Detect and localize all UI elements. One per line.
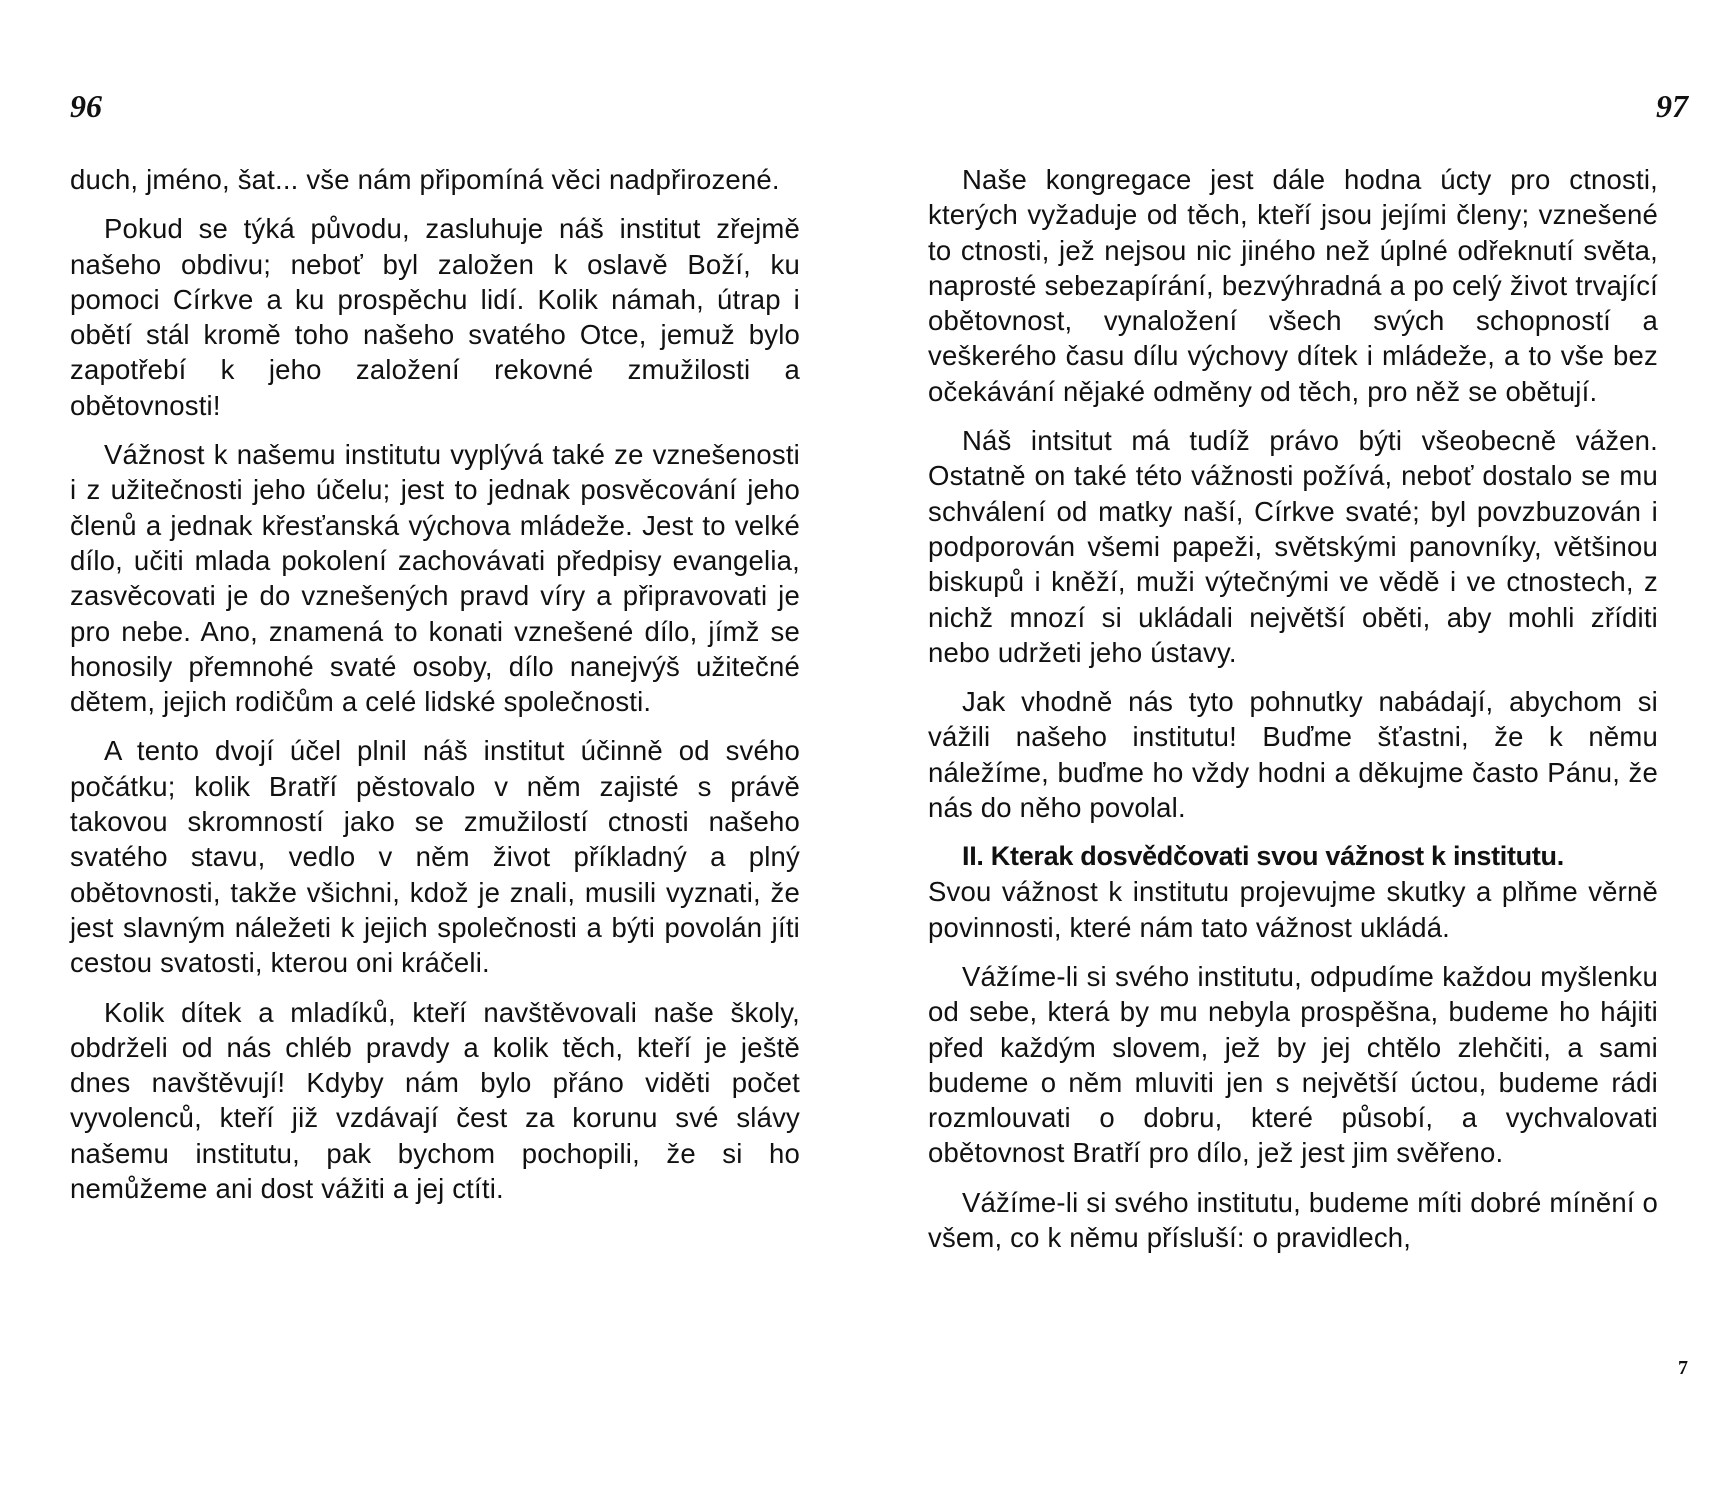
paragraph-8: Jak vhodně nás tyto pohnutky nabádají, abychom si vážili našeho institutu! Buďme šťastni, že k němu náležíme, buďme ho vždy hodni a děkujme často Pánu, že nás do něho povolal. [928, 686, 1658, 824]
left-page [70, 0, 830, 1500]
paragraph-7: Náš intsitut má tudíž právo býti všeobecně vážen. Ostatně on také této vážnosti požívá, neboť dostalo se mu schválení od matky naší, Církve svaté; byl povzbuzován i podporován všemi papeži, světskými panovníky, většinou biskupů i kněží, muži výtečnými ve vědě i ve ctnostech, z nichž mnozí si ukládali největší oběti, aby mohli zříditi nebo udržeti jeho ústavy. [928, 425, 1658, 668]
paragraph-10: Vážíme-li si svého institutu, odpudíme každou myšlenku od sebe, která by mu nebyla prospěšna, budeme ho hájiti před každým slovem, jež by jej chtělo zlehčiti, a sami budeme o něm mluviti jen s největší úctou, budeme rádi rozmlouvati o dobru, které působí, a vychvalovati obětovnost Bratří pro dílo, jež jest jim svěřeno. [928, 960, 1658, 1169]
paragraph-2: Pokud se týká původu, zasluhuje náš institut zřejmě našeho obdivu; neboť byl založen k oslavě Boží, ku pomoci Církve a ku prospěchu lidí. Kolik námah, útrap i obětí stál kromě toho našeho svatého Otce, jemuž bylo zapotřebí k jeho založení rekovné zmužilosti a obětovnosti! [70, 213, 800, 421]
right-page-text [928, 162, 1658, 1269]
paragraph-9: Svou vážnost k institutu projevujme skutky a plňme věrně povinnosti, které nám tato vážnost ukládá. [928, 876, 1658, 943]
paragraph-6: Naše kongregace jest dále hodna úcty pro ctnosti, kterých vyžaduje od těch, kteří jsou jejími členy; vznešené to ctnosti, jež nejsou nic jiného než úplné odřeknutí světa, naprosté sebezapírání, bezvýhradná a po celý život trvající obětovnost, vynaložení všech svých schopností a veškerého času dílu výchovy dítek i mládeže, a to vše bez očekávání nějaké odměny od těch, pro něž se obětují. [928, 164, 1658, 407]
section-heading: II. Kterak dosvědčovati svou vážnost k institutu. [962, 841, 1564, 872]
signature-mark: 7 [1678, 1357, 1688, 1379]
left-page-text [70, 162, 800, 1220]
paragraph-3: Vážnost k našemu institutu vyplývá také ze vznešenosti i z užitečnosti jeho účelu; jest to jednak posvěcování jeho členů a jednak křesťanská výchova mládeže. Jest to velké dílo, učiti mlada pokolení zachovávati předpisy evangelia, zasvěcovati je do vznešených pravd víry a připravovati je pro nebe. Ano, znamená to konati vznešené dílo, jímž se honosily přemnohé svaté osoby, dílo nanejvýš užitečné dětem, jejich rodičům a celé lidské společnosti. [70, 439, 800, 718]
page-number-right: 97 [1656, 88, 1688, 124]
right-page [928, 0, 1688, 1500]
page-number-left: 96 [70, 88, 102, 124]
paragraph-11: Vážíme-li si svého institutu, budeme míti dobré mínění o všem, co k němu přísluší: o pravidlech, [928, 1186, 1658, 1254]
paragraph-5: Kolik dítek a mladíků, kteří navštěvovali naše školy, obdrželi od nás chléb pravdy a kolik těch, kteří je ještě dnes navštěvují! Kdyby nám bylo přáno viděti počet vyvolenců, kteří již vzdávají čest za korunu své slávy našemu institutu, pak bychom pochopili, že si ho nemůžeme ani dost vážiti a jej ctíti. [70, 996, 800, 1205]
paragraph-4: A tento dvojí účel plnil náš institut účinně od svého počátku; kolik Bratří pěstovalo v něm zajisté s právě takovou skromností jako se zmužilostí ctnosti našeho svatého stavu, vedlo v něm život příkladný a plný obětovnosti, takže všichni, kdož je znali, musili vyznati, že jest slavným náležeti k jejich společnosti a býti povolán jíti cestou svatosti, kterou oni kráčeli. [70, 735, 800, 979]
paragraph-1: duch, jméno, šat... vše nám připomíná věci nadpřirozené. [70, 164, 780, 195]
